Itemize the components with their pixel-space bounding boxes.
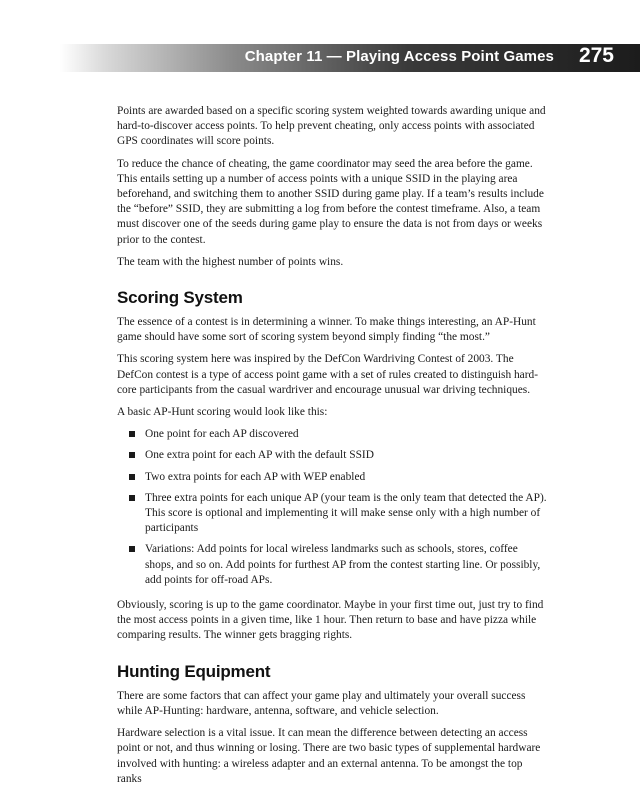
scoring-paragraph-4: Obviously, scoring is up to the game coordinator. Maybe in your first time out, just try to find the most access points in a given time, like 1 hour. Then return to base and have pizza while comparing results. The winner gets bragging rights.: [117, 599, 544, 642]
scoring-list-item: Two extra points for each AP with WEP enabled: [145, 470, 549, 485]
intro-paragraph-2: To reduce the chance of cheating, the game coordinator may seed the area before the game. This entails setting up a number of access points with a unique SSID in the playing area beforehand, and switching them to another SSID during game play. If a team’s results include the “before” SSID, they are submitting a log from before the contest timeframe. Also, a team must discover one of the seeds during game play to ensure the data is not from days or weeks prior to the contest.: [117, 157, 544, 246]
scoring-paragraph-2: This scoring system here was inspired by the DefCon Wardriving Contest of 2003. The DefCon contest is a type of access point game with a set of rules created to distinguish hard-core participants from the casual wardriver and encourage unusual war driving techniques.: [117, 353, 539, 396]
scoring-list: [117, 427, 549, 588]
scoring-list-item: One extra point for each AP with the default SSID: [145, 448, 549, 463]
section-heading-hunting: Hunting Equipment: [117, 661, 271, 681]
chapter-title: Chapter 11 — Playing Access Point Games: [244, 48, 554, 65]
scoring-paragraph-3: A basic AP-Hunt scoring would look like this:: [117, 406, 328, 419]
intro-paragraph-3: The team with the highest number of points wins.: [117, 255, 344, 268]
scoring-list-item: One point for each AP discovered: [145, 427, 549, 442]
intro-paragraph-1: Points are awarded based on a specific scoring system weighted towards awarding unique and hard-to-discover access points. To help prevent cheating, only access points with associated GPS coordinates will score points.: [117, 105, 546, 148]
hunting-paragraph-1: There are some factors that can affect your game play and ultimately your overall success while AP-Hunting: hardware, antenna, software, and vehicle selection.: [117, 689, 526, 717]
square-bullet-icon: [129, 474, 135, 480]
hunting-paragraph-2: Hardware selection is a vital issue. It can mean the difference between detecting an access point or not, and thus winning or losing. There are two basic types of supplemental hardware involved with hunting: a wireless adapter and an external antenna. To be amongst the top ranks: [117, 727, 541, 785]
scoring-list-item: Three extra points for each unique AP (your team is the only team that detected the AP). This score is optional and implementing it will make sense only with a high number of participants: [145, 491, 549, 537]
square-bullet-icon: [129, 431, 135, 437]
square-bullet-icon: [129, 452, 135, 458]
scoring-list-item: Variations: Add points for local wireless landmarks such as schools, stores, coffee shops, and so on. Add points for furthest AP from the contest starting line. Or possibly, add points for off-road APs.: [145, 542, 549, 588]
page-number: 275: [578, 44, 614, 67]
scoring-paragraph-1: The essence of a contest is in determining a winner. To make things interesting, an AP-Hunt game should have some sort of scoring system beyond simply finding “the most.”: [117, 316, 536, 344]
page-body: [117, 104, 549, 794]
section-heading-scoring: Scoring System: [117, 288, 243, 308]
square-bullet-icon: [129, 495, 135, 501]
square-bullet-icon: [129, 546, 135, 552]
